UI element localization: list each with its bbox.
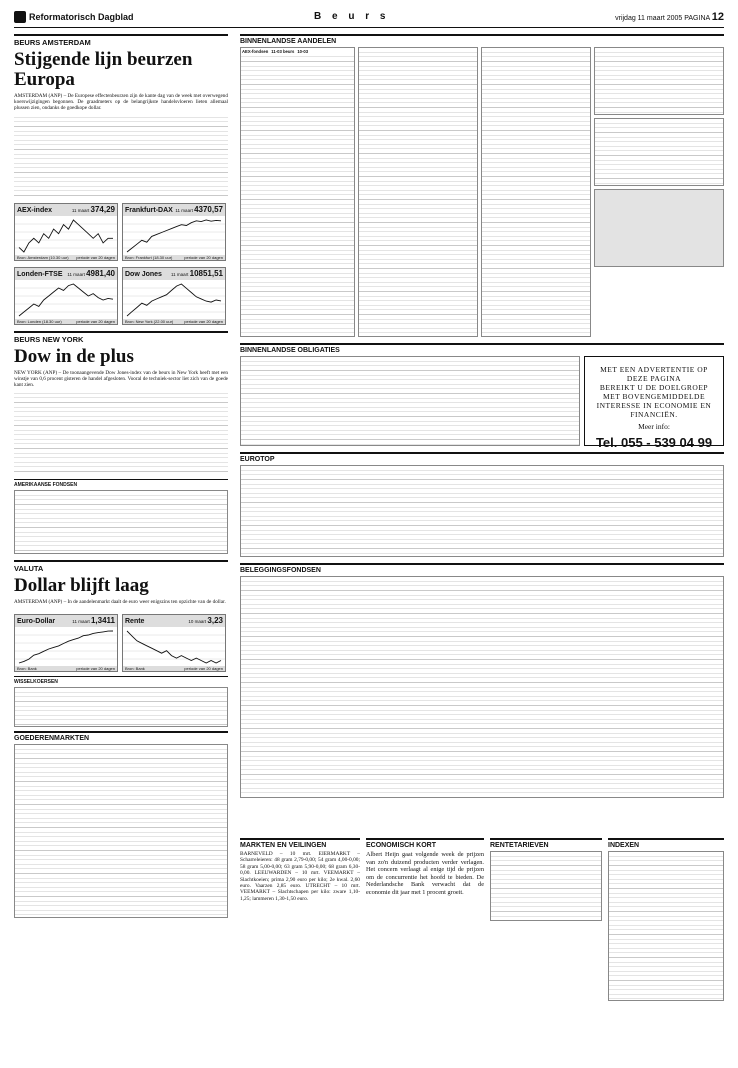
chart-source: Bron: Bank — [125, 666, 145, 672]
logo-mark-icon — [14, 11, 26, 23]
page-number: 12 — [711, 10, 724, 23]
chart-footer — [15, 255, 117, 260]
economisch-text: Albert Heijn gaat volgende week de prijzen van zo'n duizend producten verder verlagen. Het concern verlaagt al enige tijd de prijzen om de concurrentie het hoofd te bieden. De Nederlandsche Bank verwacht dat de economie dit jaar met 1 procent groeit. — [366, 851, 484, 896]
date-and-page — [615, 11, 724, 23]
economisch-title: ECONOMISCH KORT — [366, 838, 484, 849]
chart-source: Bron: Bank — [17, 666, 37, 672]
amsterdam-lead: AMSTERDAM (ANP) – De Europese effectenbeurzen zijn de kante dag van de week met overwegend koerswijzigingen begonnen. De graadmeters op de belangrijkste handelsvloeren lieten allemaal plussen zien, ondanks de goedkope dollar. — [14, 93, 228, 111]
chart-rente — [122, 614, 226, 672]
newyork-kicker: BEURS NEW YORK — [14, 331, 228, 344]
page-header — [14, 6, 724, 28]
afkortingen-box — [594, 189, 724, 267]
markten-title: MARKTEN EN VEILINGEN — [240, 838, 360, 849]
chart-period: periode van 20 dagen — [184, 318, 223, 324]
chart-plot — [123, 280, 225, 320]
newspaper-logo — [14, 11, 134, 23]
chart-footer — [123, 255, 225, 260]
chart-plot — [15, 216, 117, 256]
chart-eurodollar — [14, 614, 118, 672]
chart-header — [15, 615, 117, 627]
section-title: B e u r s — [314, 11, 390, 22]
economisch-kort-section — [366, 838, 484, 1062]
markten-text: BARNEVELD – 10 mrt. EIERMARKT – Scharreleieren: 48 gram 2,79-0,00; 54 gram 4,00-0,00; 58 gram 5,00-0,00; 63 gram 5,90-0,00; 68 gram 6,30-0,00. LEEUWARDEN – 10 mrt. VEEMARKT – Slachtkoeien; prima 2,90 euro per kilo; 2e kwal. 2,60 euro. Vaarzen 2,85 euro. UTRECHT – 10 mrt. VEEMARKT – Slachtschapen per kilo: zware 1,10-1,25; lammeren 1,30-1,50 euro. — [240, 851, 360, 902]
chart-value: 374,29 — [90, 204, 115, 214]
chart-header — [123, 268, 225, 280]
goederenmarkten-title: GOEDERENMARKTEN — [14, 731, 228, 742]
chart-period: periode van 20 dagen — [76, 666, 115, 672]
ad-line-3: INTERESSE IN ECONOMIE EN FINANCIËN. — [596, 401, 712, 419]
chart-row-2 — [14, 265, 228, 325]
aex-header-fonds: AEX-fondsen — [242, 49, 269, 54]
ad-line-2: BEREIKT U DE DOELGROEP MET BOVENGEMIDDELDE — [599, 383, 709, 401]
chart-dowjones — [122, 267, 226, 325]
ad-line-4: Meer info: — [638, 422, 670, 431]
overige-aandelen-table-2 — [481, 47, 591, 337]
beleggingsfondsen-table — [240, 576, 724, 798]
chart-footer — [15, 666, 117, 671]
binnenlandse-aandelen-title: BINNENLANDSE AANDELEN — [240, 34, 724, 45]
chart-value: 3,23 — [207, 616, 223, 626]
chart-name: AEX-index — [17, 206, 53, 214]
newyork-lead: NEW YORK (ANP) – De toonaangevende Dow Jones-index van de beurs in New York heeft met een winstje van 0,6 procent gisteren de handel afgesloten. Vooral de techniek-sector liet zich van de goede kant zien. — [14, 369, 228, 388]
valuta-lead: AMSTERDAM (ANP) – In de aandelenmarkt daalt de euro weer enigszins ten opzichte van de dollar. — [14, 599, 226, 606]
valuta-headline: Dollar blijft laag — [14, 575, 149, 597]
chart-name: Londen-FTSE — [17, 270, 63, 278]
indexen-title: INDEXEN — [608, 838, 724, 849]
chart-header — [123, 204, 225, 216]
chart-value: 1,3411 — [90, 616, 115, 626]
chart-header — [123, 615, 225, 627]
amsterdam-article-body — [14, 113, 228, 197]
chart-date: 11 maart — [67, 271, 87, 277]
grootste-stijgers — [594, 47, 724, 115]
chart-value: 10851,51 — [189, 268, 223, 278]
chart-series-line — [127, 631, 221, 663]
chart-footer — [123, 319, 225, 324]
chart-period: periode van 20 dagen — [76, 254, 115, 260]
chart-series-line — [127, 220, 221, 252]
chart-series-line — [19, 284, 113, 316]
chart-dax — [122, 203, 226, 261]
chart-row-1 — [14, 201, 228, 261]
chart-source: Bron: New York (22.00 uur) — [125, 318, 174, 324]
wisselkoersen-table — [14, 687, 228, 727]
chart-period: periode van 20 dagen — [76, 318, 115, 324]
date-text: vrijdag 11 maart 2005 PAGINA — [615, 14, 710, 22]
aandelen-grid — [240, 47, 724, 337]
eurotop-table — [240, 465, 724, 557]
chart-row-3 — [14, 612, 228, 672]
amsterdam-headline: Stijgende lijn beurzen Europa — [14, 49, 193, 90]
grootste-dalers — [594, 118, 724, 186]
chart-period: periode van 20 dagen — [184, 666, 223, 672]
indexen-table — [608, 851, 724, 1001]
chart-footer — [15, 319, 117, 324]
newyork-headline: Dow in de plus — [14, 345, 134, 367]
goederenmarkten-table — [14, 744, 228, 918]
logo-text: Reformatorisch Dagblad — [29, 11, 134, 22]
chart-period: periode van 20 dagen — [184, 254, 223, 260]
chart-name: Dow Jones — [125, 270, 162, 278]
amerikaanse-fondsen-title: AMERIKAANSE FONDSEN — [14, 479, 228, 488]
chart-series-line — [19, 220, 113, 252]
beleggingsfondsen-title: BELEGGINGSFONDSEN — [240, 563, 724, 574]
chart-plot — [15, 280, 117, 320]
aandelen-right-side — [594, 47, 724, 337]
chart-plot — [123, 216, 225, 256]
chart-plot — [123, 627, 225, 667]
obligaties-table — [240, 356, 580, 446]
chart-series-line — [19, 631, 113, 663]
chart-name: Rente — [125, 618, 145, 626]
amerikaanse-fondsen-table — [14, 490, 228, 554]
advertisement-box — [584, 356, 724, 450]
valuta-kicker: VALUTA — [14, 560, 228, 573]
chart-date: 11 maart — [175, 207, 195, 213]
aex-header-prev: 10-03 — [297, 49, 309, 54]
ad-line-1: MET EEN ADVERTENTIE OP DEZE PAGINA — [600, 365, 708, 383]
newyork-article-body — [14, 389, 228, 475]
chart-source: Bron: Londen (18.30 uur) — [17, 318, 62, 324]
chart-series-line — [127, 284, 221, 316]
aex-header-beurs: 11-03 beurs — [271, 49, 295, 54]
chart-header — [15, 268, 117, 280]
aex-fondsen-header — [241, 48, 354, 55]
wisselkoersen-title: WISSELKOERSEN — [14, 676, 228, 685]
chart-name: Euro-Dollar — [17, 618, 56, 626]
chart-footer — [123, 666, 225, 671]
chart-plot — [15, 627, 117, 667]
left-column — [14, 34, 228, 918]
aex-fondsen-table — [240, 47, 355, 337]
chart-name: Frankfurt-DAX — [125, 206, 173, 214]
ad-telephone: Tel. 055 - 539 04 99 — [595, 435, 713, 450]
chart-date: 10 maart — [188, 619, 208, 625]
amsterdam-kicker: BEURS AMSTERDAM — [14, 34, 228, 47]
chart-header — [15, 204, 117, 216]
chart-source: Bron: Amsterdam (10.30 uur) — [17, 254, 69, 260]
indexen-section — [608, 838, 724, 1062]
obligaties-grid — [240, 356, 724, 450]
chart-date: 11 maart — [170, 271, 190, 277]
eurotop-title: EUROTOP — [240, 452, 724, 463]
right-column — [240, 34, 724, 798]
binnenlandse-obligaties-title: BINNENLANDSE OBLIGATIES — [240, 343, 724, 354]
chart-value: 4370,57 — [194, 204, 223, 214]
chart-ftse — [14, 267, 118, 325]
overige-aandelen-table-1 — [358, 47, 478, 337]
chart-value: 4981,40 — [86, 268, 115, 278]
chart-date: 11 maart — [71, 207, 91, 213]
renten-table — [490, 851, 602, 921]
chart-source: Bron: Frankfurt (18.30 uur) — [125, 254, 173, 260]
renten-title: RENTETARIEVEN — [490, 838, 602, 849]
chart-date: 11 maart — [72, 619, 91, 625]
chart-aex — [14, 203, 118, 261]
rentetarieven-section — [490, 838, 602, 1062]
markten-veilingen-section — [240, 838, 360, 1062]
